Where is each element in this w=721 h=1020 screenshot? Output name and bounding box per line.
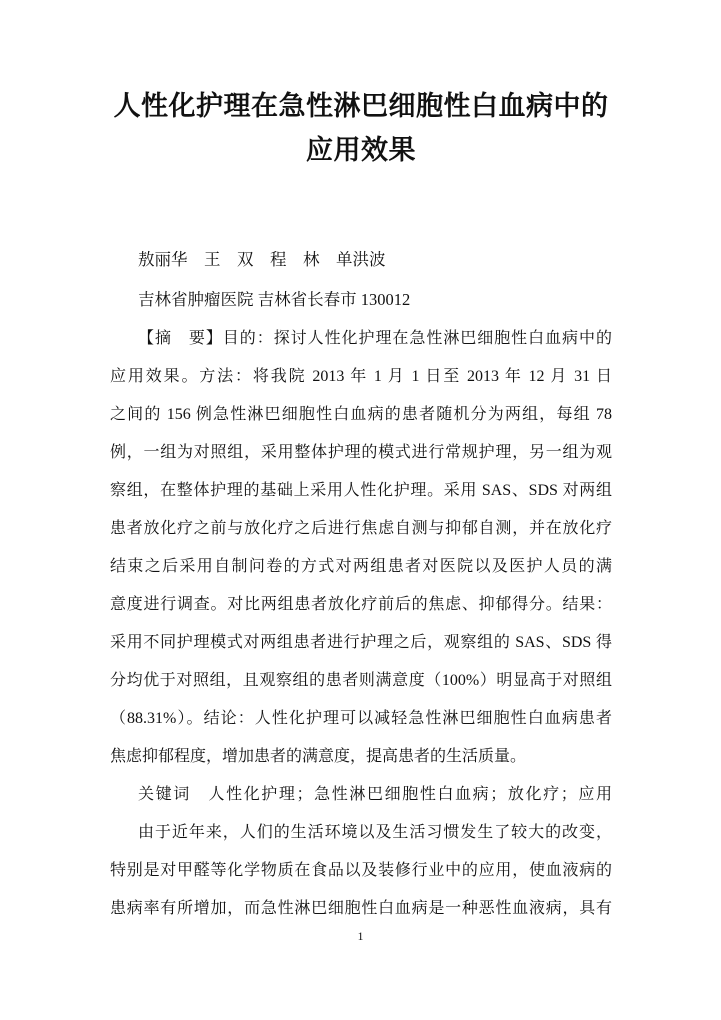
abstract-line: 患者放化疗之前与放化疗之后进行焦虑自测与抑郁自测，并在放化疗 bbox=[110, 520, 612, 537]
abstract-line: 应用效果。方法：将我院 2013 年 1 月 1 日至 2013 年 12 月 31 日 bbox=[110, 368, 612, 385]
abstract-line: 例，一组为对照组，采用整体护理的模式进行常规护理，另一组为观 bbox=[110, 444, 612, 461]
abstract-line: 之间的 156 例急性淋巴细胞性白血病的患者随机分为两组，每组 78 bbox=[110, 406, 612, 423]
paper-title bbox=[110, 84, 612, 172]
intro-line: 特别是对甲醛等化学物质在食品以及装修行业中的应用，使血液病的 bbox=[110, 862, 612, 879]
keywords-line: 关键词 人性化护理；急性淋巴细胞性白血病；放化疗；应用 bbox=[138, 786, 612, 803]
abstract-line: 分均优于对照组，且观察组的患者则满意度（100%）明显高于对照组 bbox=[110, 672, 612, 689]
page-number: 1 bbox=[357, 929, 364, 943]
abstract-line: （88.31%）。结论：人性化护理可以减轻急性淋巴细胞性白血病患者 bbox=[110, 710, 612, 727]
abstract-line: 采用不同护理模式对两组患者进行护理之后，观察组的 SAS、SDS 得 bbox=[110, 634, 612, 651]
affiliation-line: 吉林省肿瘤医院 吉林省长春市 130012 bbox=[138, 290, 411, 309]
intro-line: 由于近年来，人们的生活环境以及生活习惯发生了较大的改变， bbox=[138, 824, 612, 841]
intro-line: 患病率有所增加，而急性淋巴细胞性白血病是一种恶性血液病，具有 bbox=[110, 900, 612, 917]
keywords-paragraph bbox=[110, 776, 612, 814]
abstract-line: 焦虑抑郁程度，增加患者的满意度，提高患者的生活质量。 bbox=[110, 748, 527, 765]
intro-paragraph bbox=[110, 814, 612, 928]
abstract-line: 察组，在整体护理的基础上采用人性化护理。采用 SAS、SDS 对两组 bbox=[110, 482, 612, 499]
abstract-line: 【摘 要】目的：探讨人性化护理在急性淋巴细胞性白血病中的 bbox=[138, 330, 612, 347]
abstract-line: 意度进行调查。对比两组患者放化疗前后的焦虑、抑郁得分。结果： bbox=[110, 596, 612, 613]
text-block bbox=[110, 0, 612, 928]
byline-block bbox=[110, 240, 612, 320]
paper-title-line-2: 应用效果 bbox=[306, 135, 416, 165]
authors-line: 敖丽华 王 双 程 林 单洪波 bbox=[138, 250, 386, 269]
paper-title-line-1: 人性化护理在急性淋巴细胞性白血病中的 bbox=[113, 91, 609, 121]
abstract-line: 结束之后采用自制问卷的方式对两组患者对医院以及医护人员的满 bbox=[110, 558, 612, 575]
abstract-paragraph bbox=[110, 320, 612, 776]
